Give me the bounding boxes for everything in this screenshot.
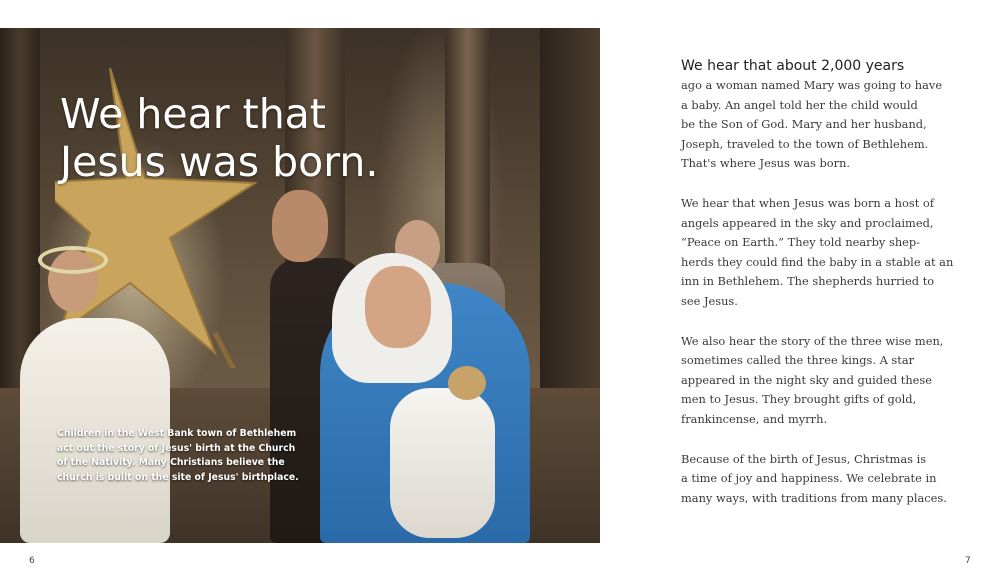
page-number-left: 6 — [29, 556, 35, 566]
text-line: ago a woman named Mary was going to have — [681, 78, 943, 92]
lead-sentence: We hear that about 2,000 years — [681, 58, 905, 74]
text-line: angels appeared in the sky and proclaimed, — [681, 215, 934, 230]
text-line: a baby. An angel told her the child would — [681, 97, 918, 112]
halo-wreath — [38, 246, 108, 274]
body-text-column — [681, 56, 981, 508]
text-line: Because of the birth of Jesus, Christmas is — [681, 451, 927, 466]
star-bearer-head — [272, 190, 328, 262]
text-line: That's where Jesus was born. — [681, 156, 851, 171]
text-line: many ways, with traditions from many places. — [681, 490, 947, 505]
page-number-right: 7 — [965, 556, 971, 566]
mary-head — [365, 266, 431, 348]
nativity-photo — [0, 28, 600, 543]
headline-line-2: Jesus was born. — [60, 138, 379, 186]
text-line: a time of joy and happiness. We celebrate in — [681, 471, 937, 486]
text-line: sometimes called the three kings. A star — [681, 353, 915, 368]
text-line: “Peace on Earth.” They told nearby shep- — [681, 235, 921, 250]
text-line: herds they could find the baby in a stable at an — [681, 254, 954, 269]
text-line: We hear that when Jesus was born a host of — [681, 195, 934, 210]
headline-line-1: We hear that — [60, 90, 326, 138]
paragraph-2 — [681, 194, 981, 312]
paragraph-1 — [681, 76, 981, 174]
text-line: men to Jesus. They brought gifts of gold, — [681, 392, 917, 407]
text-line: be the Son of God. Mary and her husband, — [681, 117, 927, 132]
text-line: see Jesus. — [681, 293, 738, 308]
paragraph-3 — [681, 332, 981, 430]
paragraph-4 — [681, 450, 981, 509]
text-line: inn in Bethlehem. The shepherds hurried to — [681, 274, 935, 289]
text-line: We also hear the story of the three wise men, — [681, 333, 944, 348]
photo-caption: Children in the West Bank town of Bethlehem act out the story of Jesus' birth at the Church of the Nativity. Many Christians believe the church is built on the site of Jesus' birthplace. — [57, 428, 299, 483]
text-line: appeared in the night sky and guided these — [681, 372, 932, 387]
baby-doll-bundle — [390, 388, 495, 538]
headline — [60, 90, 378, 186]
baby-doll-head — [448, 366, 486, 400]
text-line: frankincense, and myrrh. — [681, 411, 828, 426]
text-line: Joseph, traveled to the town of Bethlehem. — [681, 136, 929, 151]
